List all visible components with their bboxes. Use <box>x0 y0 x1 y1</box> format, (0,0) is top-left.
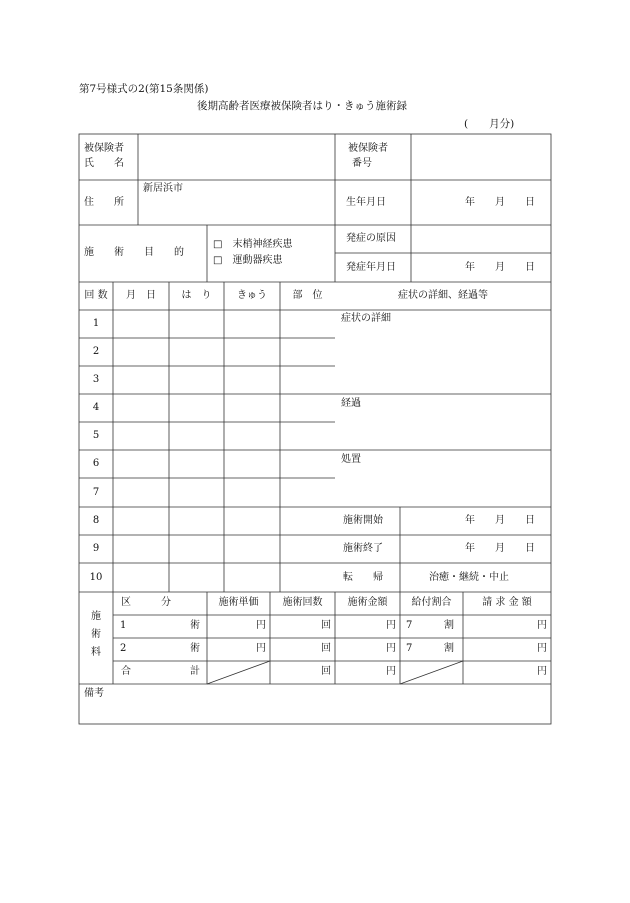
fees-header-count: 施術回数 <box>282 597 323 608</box>
address-value[interactable]: 新居浜市 <box>143 183 183 194</box>
fees-row-number: 1 <box>120 620 127 631</box>
fees-side-label-2: 術 <box>91 629 101 640</box>
visit-row-number: 7 <box>92 487 100 498</box>
fees-row-claim[interactable]: 円 <box>537 643 547 654</box>
form-number: 第7号様式の2(第15条関係) <box>79 83 209 95</box>
onset-cause-label: 発症の原因 <box>346 233 396 244</box>
purpose-option-musculoskeletal[interactable]: □ 運動器疾患 <box>213 255 283 266</box>
onset-date-label: 発症年月日 <box>346 262 396 273</box>
fees-side-label-1: 施 <box>91 611 101 622</box>
visit-row-number: 4 <box>92 402 100 413</box>
remarks-label: 備考 <box>84 688 104 699</box>
visit-row-number: 9 <box>92 543 100 554</box>
header-body-part: 部 位 <box>292 290 323 301</box>
purpose-label: 施 術 目 的 <box>84 247 184 258</box>
visit-row-number: 6 <box>92 458 100 469</box>
purpose-option-peripheral-nerve[interactable]: □ 末梢神経疾患 <box>213 239 293 250</box>
header-hari: は り <box>181 290 212 301</box>
visit-row-number: 10 <box>89 572 103 583</box>
visit-row-number: 1 <box>92 318 100 329</box>
fees-row-rate-unit: 割 <box>444 643 454 654</box>
fees-row-amount[interactable]: 円 <box>386 643 396 654</box>
treatment-label: 処置 <box>341 454 361 465</box>
fees-row-count[interactable]: 回 <box>321 643 331 654</box>
fees-row-count[interactable]: 回 <box>321 620 331 631</box>
fees-header-amount: 施術金額 <box>347 597 388 608</box>
header-symptom-details: 症状の詳細、経過等 <box>398 290 488 301</box>
fees-header-claim-amount: 請 求 金 額 <box>482 597 532 608</box>
header-kyu: きゅう <box>237 290 267 301</box>
outcome-options[interactable]: 治癒・継続・中止 <box>429 572 509 583</box>
fees-row-amount[interactable]: 円 <box>386 620 396 631</box>
fees-row-unit-price[interactable]: 円 <box>256 643 266 654</box>
fees-row-rate: 7 <box>406 643 413 654</box>
insured-number-label-2: 番号 <box>352 158 372 169</box>
fees-row-claim[interactable]: 円 <box>537 620 547 631</box>
fees-row-rate-unit: 割 <box>444 620 454 631</box>
fees-row-unit-price[interactable]: 円 <box>256 620 266 631</box>
header-visit-count: 回 数 <box>84 290 108 301</box>
header-month-day: 月 日 <box>126 290 156 301</box>
month-field[interactable]: ( 月分) <box>464 118 515 130</box>
birth-date-field[interactable]: 年 月 日 <box>465 197 535 208</box>
fees-row-kind: 術 <box>190 643 200 654</box>
outcome-label: 転 帰 <box>343 572 383 583</box>
fees-total-claim[interactable]: 円 <box>537 666 547 677</box>
fees-total-amount[interactable]: 円 <box>386 666 396 677</box>
onset-date-field[interactable]: 年 月 日 <box>465 262 535 273</box>
treatment-end-date[interactable]: 年 月 日 <box>465 543 535 554</box>
treatment-end-label: 施術終了 <box>343 543 383 554</box>
treatment-start-date[interactable]: 年 月 日 <box>465 515 535 526</box>
fees-row-rate: 7 <box>406 620 413 631</box>
address-label: 住 所 <box>84 197 124 208</box>
visit-row-number: 8 <box>92 515 100 526</box>
fees-header-category: 区 分 <box>121 597 171 608</box>
visit-row-number: 2 <box>92 346 100 357</box>
fees-row-kind: 術 <box>190 620 200 631</box>
birth-date-label: 生年月日 <box>346 197 386 208</box>
progress-label: 経過 <box>341 398 361 409</box>
fees-side-label-3: 料 <box>91 647 101 658</box>
insured-number-label: 被保険者 <box>348 143 388 154</box>
symptom-detail-label: 症状の詳細 <box>341 313 391 324</box>
visit-row-number: 5 <box>92 430 100 441</box>
form-title: 後期高齢者医療被保険者はり・きゅう施術録 <box>197 100 407 112</box>
visit-row-number: 3 <box>92 374 100 385</box>
fees-header-unit-price: 施術単価 <box>218 597 259 608</box>
fees-total-label: 合 <box>121 666 131 677</box>
treatment-start-label: 施術開始 <box>343 515 383 526</box>
fees-total-count[interactable]: 回 <box>321 666 331 677</box>
fees-row-number: 2 <box>120 643 127 654</box>
fees-header-benefit-rate: 給付割合 <box>411 597 452 608</box>
insured-name-label-2: 氏 名 <box>84 158 124 169</box>
insured-name-label: 被保険者 <box>84 143 124 154</box>
fees-total-label-2: 計 <box>190 666 200 677</box>
